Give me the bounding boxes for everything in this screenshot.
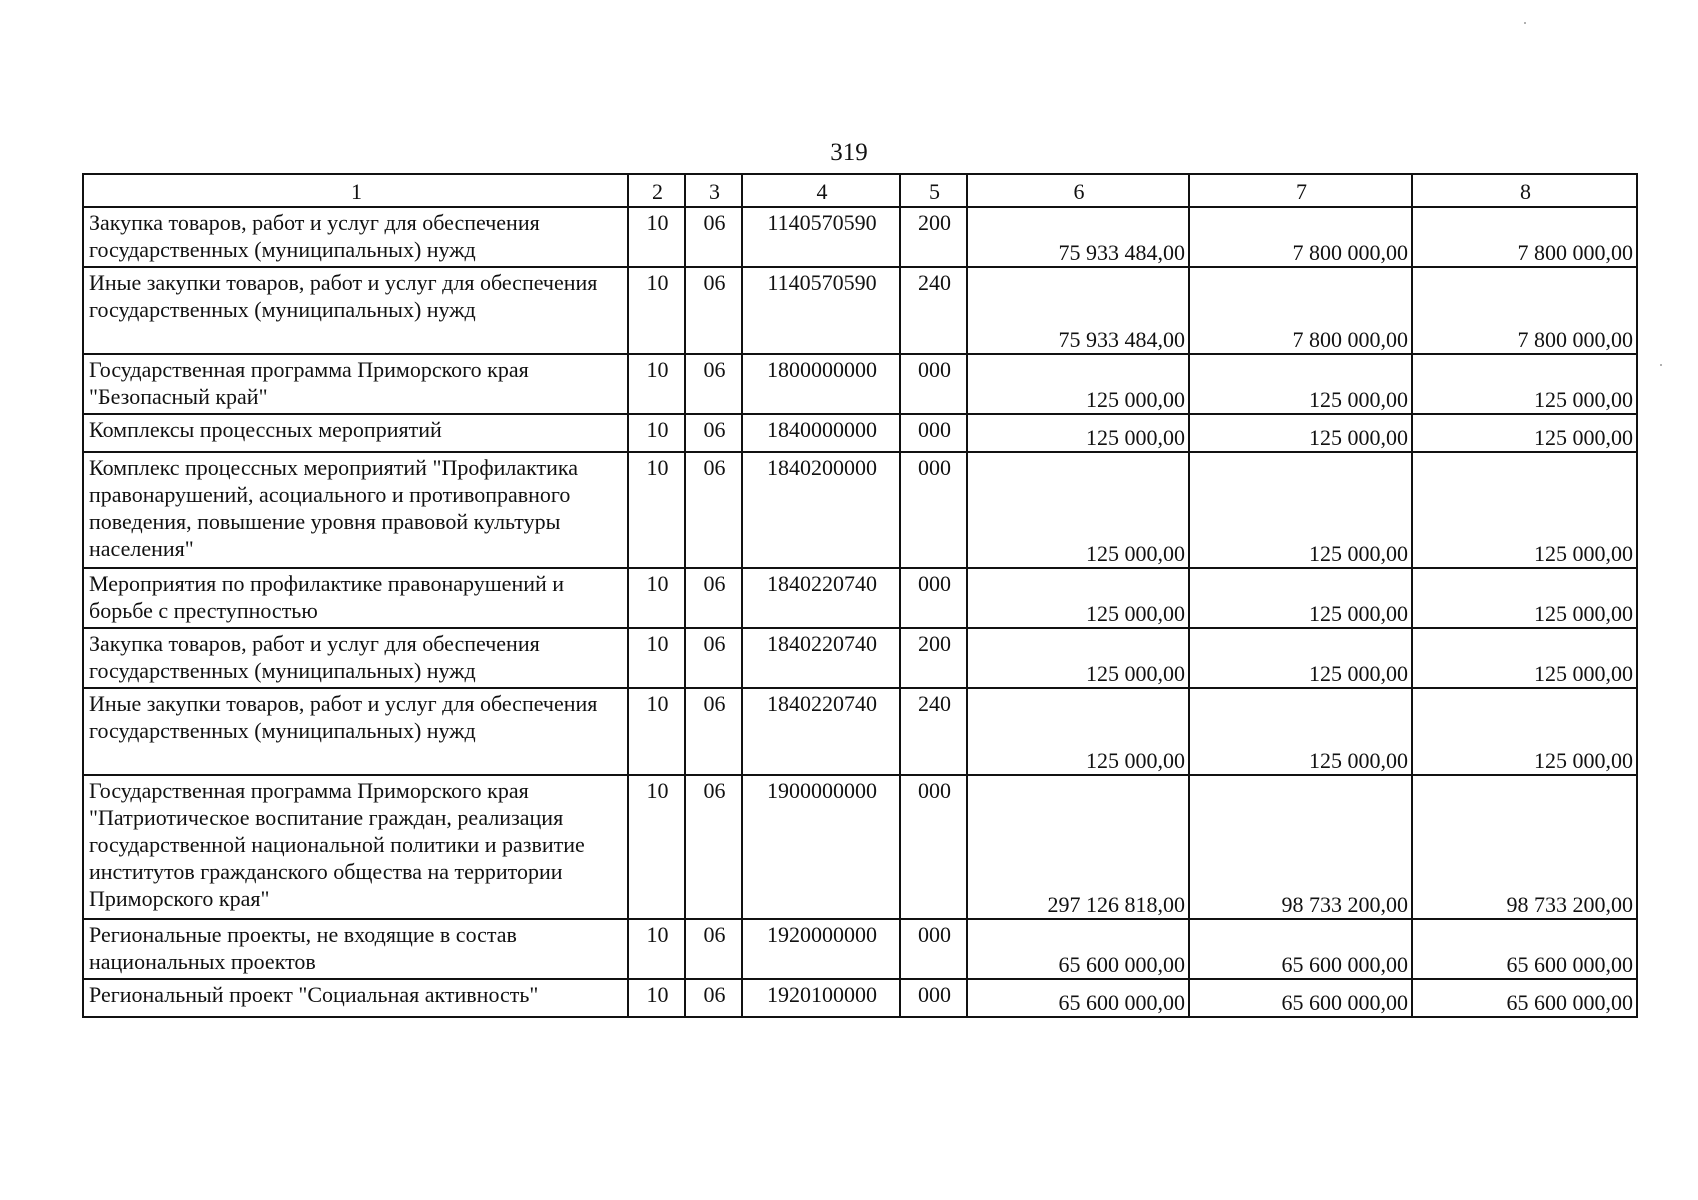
amount-col6: 75 933 484,00 <box>967 267 1189 354</box>
amount-col7: 125 000,00 <box>1189 568 1412 628</box>
item-name: Государственная программа Приморского края "Патриотическое воспитание граждан, реализация государственной национальной политики и развитие институтов гражданского общества на территории Приморского края" <box>83 775 628 919</box>
subsection-code: 06 <box>685 354 742 414</box>
subsection-code: 06 <box>685 775 742 919</box>
item-name: Мероприятия по профилактике правонарушений и борьбе с преступностью <box>83 568 628 628</box>
item-name: Закупка товаров, работ и услуг для обеспечения государственных (муниципальных) нужд <box>83 628 628 688</box>
expense-type-code: 000 <box>900 775 967 919</box>
amount-col6: 125 000,00 <box>967 452 1189 568</box>
table-row <box>83 568 1637 628</box>
amount-col8: 125 000,00 <box>1412 414 1637 452</box>
expense-type-code: 000 <box>900 414 967 452</box>
table-row <box>83 628 1637 688</box>
item-name: Региональный проект "Социальная активность" <box>83 979 628 1017</box>
subsection-code: 06 <box>685 688 742 775</box>
scan-speck <box>1660 364 1662 366</box>
expense-type-code: 200 <box>900 628 967 688</box>
table-row <box>83 775 1637 919</box>
header-cell: 4 <box>742 174 900 207</box>
section-code: 10 <box>628 414 685 452</box>
amount-col6: 75 933 484,00 <box>967 207 1189 267</box>
amount-col7: 65 600 000,00 <box>1189 919 1412 979</box>
section-code: 10 <box>628 207 685 267</box>
item-name: Закупка товаров, работ и услуг для обеспечения государственных (муниципальных) нужд <box>83 207 628 267</box>
target-article-code: 1840220740 <box>742 628 900 688</box>
amount-col6: 297 126 818,00 <box>967 775 1189 919</box>
subsection-code: 06 <box>685 628 742 688</box>
expense-type-code: 000 <box>900 568 967 628</box>
section-code: 10 <box>628 688 685 775</box>
amount-col8: 98 733 200,00 <box>1412 775 1637 919</box>
amount-col7: 7 800 000,00 <box>1189 207 1412 267</box>
amount-col7: 98 733 200,00 <box>1189 775 1412 919</box>
amount-col7: 65 600 000,00 <box>1189 979 1412 1017</box>
header-row <box>83 174 1637 207</box>
table-row <box>83 354 1637 414</box>
scan-speck <box>1524 22 1526 24</box>
target-article-code: 1140570590 <box>742 267 900 354</box>
section-code: 10 <box>628 354 685 414</box>
subsection-code: 06 <box>685 979 742 1017</box>
amount-col8: 7 800 000,00 <box>1412 267 1637 354</box>
amount-col7: 125 000,00 <box>1189 628 1412 688</box>
section-code: 10 <box>628 979 685 1017</box>
item-name: Комплекс процессных мероприятий "Профилактика правонарушений, асоциального и противоправного поведения, повышение уровня правовой культуры населения" <box>83 452 628 568</box>
header-cell: 3 <box>685 174 742 207</box>
header-cell: 8 <box>1412 174 1637 207</box>
subsection-code: 06 <box>685 414 742 452</box>
subsection-code: 06 <box>685 568 742 628</box>
target-article-code: 1900000000 <box>742 775 900 919</box>
section-code: 10 <box>628 628 685 688</box>
amount-col8: 125 000,00 <box>1412 628 1637 688</box>
header-cell: 7 <box>1189 174 1412 207</box>
item-name: Региональные проекты, не входящие в состав национальных проектов <box>83 919 628 979</box>
target-article-code: 1840220740 <box>742 688 900 775</box>
target-article-code: 1140570590 <box>742 207 900 267</box>
expense-type-code: 000 <box>900 452 967 568</box>
target-article-code: 1840220740 <box>742 568 900 628</box>
item-name: Иные закупки товаров, работ и услуг для обеспечения государственных (муниципальных) нужд <box>83 267 628 354</box>
table-row <box>83 979 1637 1017</box>
amount-col8: 65 600 000,00 <box>1412 919 1637 979</box>
amount-col6: 125 000,00 <box>967 414 1189 452</box>
item-name: Комплексы процессных мероприятий <box>83 414 628 452</box>
amount-col8: 125 000,00 <box>1412 568 1637 628</box>
header-cell: 1 <box>83 174 628 207</box>
table-row <box>83 267 1637 354</box>
amount-col6: 65 600 000,00 <box>967 919 1189 979</box>
target-article-code: 1800000000 <box>742 354 900 414</box>
expense-type-code: 240 <box>900 267 967 354</box>
target-article-code: 1840200000 <box>742 452 900 568</box>
header-cell: 2 <box>628 174 685 207</box>
section-code: 10 <box>628 775 685 919</box>
table-row <box>83 414 1637 452</box>
expense-type-code: 000 <box>900 919 967 979</box>
table-row <box>83 919 1637 979</box>
section-code: 10 <box>628 452 685 568</box>
amount-col6: 65 600 000,00 <box>967 979 1189 1017</box>
table-row <box>83 207 1637 267</box>
amount-col7: 7 800 000,00 <box>1189 267 1412 354</box>
amount-col6: 125 000,00 <box>967 568 1189 628</box>
amount-col7: 125 000,00 <box>1189 414 1412 452</box>
subsection-code: 06 <box>685 452 742 568</box>
expense-type-code: 240 <box>900 688 967 775</box>
amount-col7: 125 000,00 <box>1189 452 1412 568</box>
target-article-code: 1840000000 <box>742 414 900 452</box>
amount-col8: 125 000,00 <box>1412 354 1637 414</box>
section-code: 10 <box>628 568 685 628</box>
amount-col7: 125 000,00 <box>1189 354 1412 414</box>
expense-type-code: 000 <box>900 354 967 414</box>
header-cell: 6 <box>967 174 1189 207</box>
amount-col6: 125 000,00 <box>967 688 1189 775</box>
budget-table <box>82 173 1638 1018</box>
amount-col8: 7 800 000,00 <box>1412 207 1637 267</box>
section-code: 10 <box>628 919 685 979</box>
section-code: 10 <box>628 267 685 354</box>
amount-col6: 125 000,00 <box>967 628 1189 688</box>
table-row <box>83 688 1637 775</box>
amount-col8: 125 000,00 <box>1412 688 1637 775</box>
subsection-code: 06 <box>685 267 742 354</box>
page-number: 319 <box>830 139 868 166</box>
expense-type-code: 000 <box>900 979 967 1017</box>
amount-col7: 125 000,00 <box>1189 688 1412 775</box>
target-article-code: 1920000000 <box>742 919 900 979</box>
item-name: Государственная программа Приморского края "Безопасный край" <box>83 354 628 414</box>
amount-col8: 125 000,00 <box>1412 452 1637 568</box>
target-article-code: 1920100000 <box>742 979 900 1017</box>
amount-col8: 65 600 000,00 <box>1412 979 1637 1017</box>
subsection-code: 06 <box>685 207 742 267</box>
amount-col6: 125 000,00 <box>967 354 1189 414</box>
header-cell: 5 <box>900 174 967 207</box>
table-row <box>83 452 1637 568</box>
item-name: Иные закупки товаров, работ и услуг для обеспечения государственных (муниципальных) нужд <box>83 688 628 775</box>
subsection-code: 06 <box>685 919 742 979</box>
expense-type-code: 200 <box>900 207 967 267</box>
